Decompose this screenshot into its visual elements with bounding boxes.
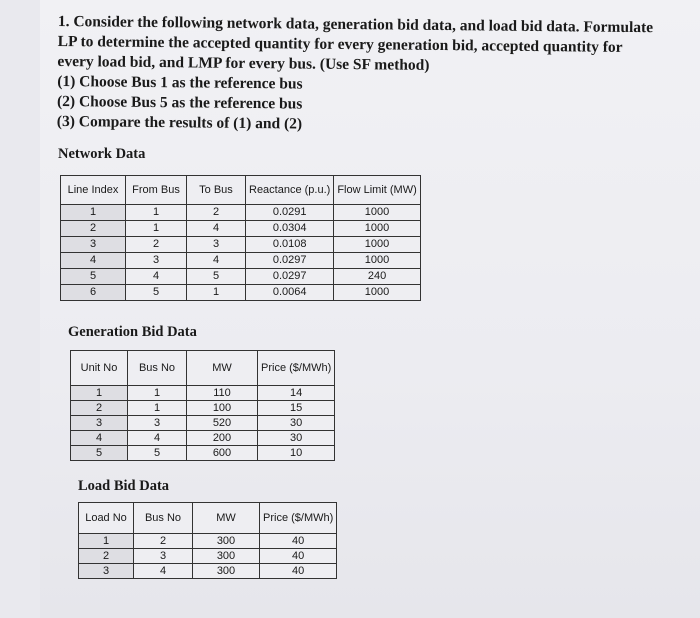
table-cell: 3	[187, 237, 246, 253]
table-row	[61, 237, 421, 253]
network-data-title: Network Data	[58, 146, 146, 162]
table-row	[71, 446, 335, 461]
table-cell: 1000	[334, 221, 420, 237]
table-cell: 1000	[334, 237, 420, 253]
table-row	[61, 205, 421, 221]
table-cell: 1	[126, 221, 187, 237]
table-cell: 1000	[334, 285, 420, 301]
table-cell: 3	[79, 564, 134, 579]
table-cell: 40	[260, 564, 337, 579]
table-cell: 3	[71, 416, 128, 431]
table-cell: 300	[193, 549, 260, 564]
table-cell: 0.0304	[246, 221, 334, 237]
col-header-load-no: Load No	[79, 503, 134, 534]
col-header-mw: MW	[193, 503, 260, 534]
table-cell: 3	[61, 237, 126, 253]
table-cell: 4	[128, 431, 187, 446]
table-cell: 300	[193, 534, 260, 549]
load-bid-table	[78, 502, 337, 579]
table-header-row	[71, 351, 335, 386]
col-header-price: Price ($/MWh)	[258, 351, 335, 386]
table-cell: 10	[258, 446, 335, 461]
table-cell: 1	[61, 205, 126, 221]
table-cell: 4	[126, 269, 187, 285]
table-cell: 4	[187, 221, 246, 237]
table-cell: 40	[260, 534, 337, 549]
col-header-line-index: Line Index	[61, 176, 126, 205]
table-cell: 5	[128, 446, 187, 461]
table-cell: 3	[128, 416, 187, 431]
table-header-row	[79, 503, 337, 534]
table-cell: 200	[187, 431, 258, 446]
table-cell: 2	[126, 237, 187, 253]
table-cell: 4	[134, 564, 193, 579]
table-cell: 1	[79, 534, 134, 549]
table-header-row	[61, 176, 421, 205]
table-cell: 1	[187, 285, 246, 301]
table-cell: 5	[61, 269, 126, 285]
table-cell: 1	[128, 401, 187, 416]
table-cell: 2	[79, 549, 134, 564]
table-row	[61, 221, 421, 237]
col-header-bus-no: Bus No	[134, 503, 193, 534]
col-header-flow-limit: Flow Limit (MW)	[334, 176, 420, 205]
table-cell: 0.0297	[246, 253, 334, 269]
table-cell: 4	[71, 431, 128, 446]
generation-bid-title: Generation Bid Data	[68, 324, 197, 340]
table-cell: 5	[126, 285, 187, 301]
col-header-unit-no: Unit No	[71, 351, 128, 386]
table-cell: 4	[61, 253, 126, 269]
table-cell: 1	[71, 386, 128, 401]
col-header-reactance: Reactance (p.u.)	[246, 176, 334, 205]
table-row	[71, 386, 335, 401]
table-cell: 300	[193, 564, 260, 579]
col-header-bus-no: Bus No	[128, 351, 187, 386]
table-row	[71, 401, 335, 416]
table-cell: 1000	[334, 205, 420, 221]
table-cell: 600	[187, 446, 258, 461]
generation-bid-table	[70, 350, 335, 461]
table-row	[71, 416, 335, 431]
table-cell: 3	[134, 549, 193, 564]
table-cell: 6	[61, 285, 126, 301]
table-cell: 30	[258, 416, 335, 431]
table-cell: 0.0108	[246, 237, 334, 253]
problem-item-1: (1) Choose Bus 1 as the reference bus	[57, 72, 303, 93]
table-cell: 4	[187, 253, 246, 269]
problem-statement	[57, 12, 658, 138]
table-cell: 3	[126, 253, 187, 269]
col-header-price: Price ($/MWh)	[260, 503, 337, 534]
table-cell: 5	[71, 446, 128, 461]
table-row	[79, 549, 337, 564]
table-cell: 1	[126, 205, 187, 221]
table-row	[71, 431, 335, 446]
col-header-mw: MW	[187, 351, 258, 386]
table-cell: 40	[260, 549, 337, 564]
table-cell: 5	[187, 269, 246, 285]
table-cell: 1000	[334, 253, 420, 269]
table-cell: 30	[258, 431, 335, 446]
table-cell: 520	[187, 416, 258, 431]
table-cell: 2	[71, 401, 128, 416]
table-cell: 2	[187, 205, 246, 221]
problem-item-2: (2) Choose Bus 5 as the reference bus	[56, 92, 303, 113]
problem-item-3: (3) Compare the results of (1) and (2)	[56, 112, 303, 133]
table-cell: 15	[258, 401, 335, 416]
table-cell: 2	[61, 221, 126, 237]
table-cell: 2	[134, 534, 193, 549]
table-row	[61, 269, 421, 285]
table-row	[61, 253, 421, 269]
load-bid-title: Load Bid Data	[78, 478, 170, 494]
network-data-table	[60, 175, 421, 301]
table-cell: 14	[258, 386, 335, 401]
col-header-from-bus: From Bus	[126, 176, 187, 205]
problem-intro: 1. Consider the following network data, generation bid data, and load bid data. Formulate LP to determine the accepted quantity for every generation bid, accepted quantity for every load bid, and LMP for every bus. (Use SF method)	[57, 12, 654, 74]
table-cell: 110	[187, 386, 258, 401]
table-cell: 100	[187, 401, 258, 416]
table-cell: 0.0297	[246, 269, 334, 285]
table-row	[79, 534, 337, 549]
table-cell: 240	[334, 269, 420, 285]
table-cell: 1	[128, 386, 187, 401]
table-cell: 0.0291	[246, 205, 334, 221]
col-header-to-bus: To Bus	[187, 176, 246, 205]
table-cell: 0.0064	[246, 285, 334, 301]
table-row	[61, 285, 421, 301]
table-row	[79, 564, 337, 579]
